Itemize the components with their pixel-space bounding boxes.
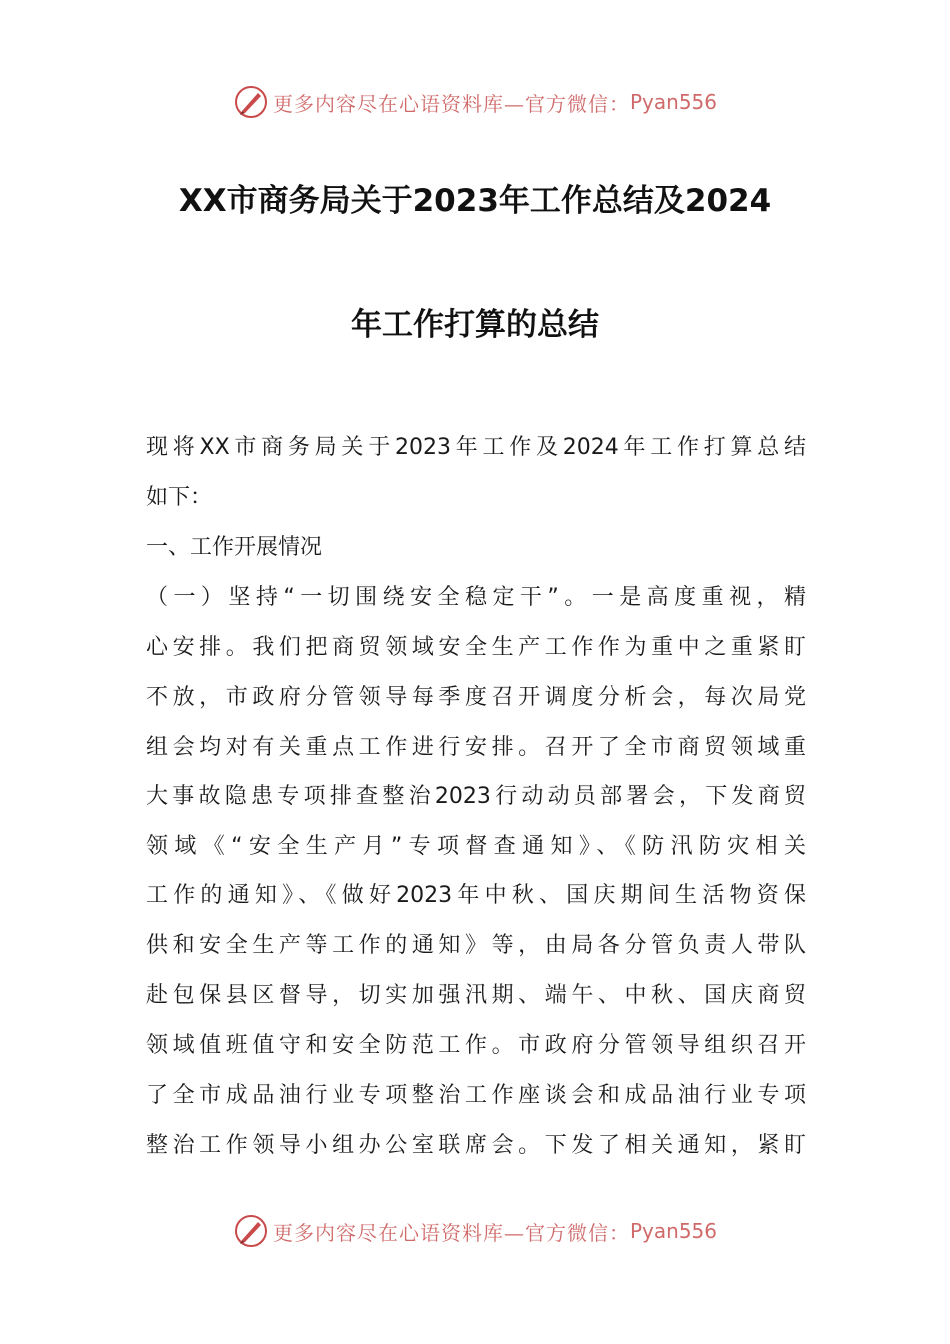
body-line: 领域值班值守和安全防范工作。市政府分管领导组织召开: [146, 1033, 806, 1058]
body-line: （一）坚持“一切围绕安全稳定干”。一是高度重视，精: [146, 585, 806, 610]
watermark-text: 更多内容尽在心语资料库—官方微信：: [272, 91, 630, 116]
body-line: 赴包保县区督导，切实加强汛期、端午、中秋、国庆商贸: [146, 983, 806, 1008]
body-line: 了全市成品油行业专项整治工作座谈会和成品油行业专项: [146, 1083, 806, 1108]
body-line: 不放，市政府分管领导每季度召开调度分析会，每次局党: [146, 685, 806, 710]
body-line: 领域《“安全生产月”专项督查通知》、《防汛防灾相关: [146, 834, 806, 859]
body-line: 现将XX市商务局关于2023年工作及2024年工作打算总结: [146, 435, 806, 460]
pen-logo-icon: [233, 84, 269, 120]
body-line: 如下：: [146, 485, 213, 510]
body-line: 心安排。我们把商贸领域安全生产工作作为重中之重紧盯: [146, 635, 806, 660]
body-line: 工作的通知》、《做好2023年中秋、国庆期间生活物资保: [146, 883, 806, 908]
footer-watermark: [0, 1211, 950, 1251]
body-line: 整治工作领导小组办公室联席会。下发了相关通知，紧盯: [146, 1133, 806, 1158]
section-heading: 一、工作开展情况: [146, 535, 323, 560]
body-line: 组会均对有关重点工作进行安排。召开了全市商贸领域重: [146, 735, 806, 760]
pen-logo-icon: [233, 1213, 269, 1249]
header-watermark: [0, 82, 950, 122]
body-line: 供和安全生产等工作的通知》等，由局各分管负责人带队: [146, 933, 806, 958]
body-line: 大事故隐患专项排查整治2023行动动员部署会，下发商贸: [146, 784, 806, 809]
document-title-line-1: XX市商务局关于2023年工作总结及2024: [178, 183, 772, 219]
watermark-wechat-id: Pyan556: [629, 1219, 717, 1243]
watermark-text: 更多内容尽在心语资料库—官方微信：: [272, 1220, 630, 1245]
watermark-wechat-id: Pyan556: [629, 90, 717, 114]
document-title-line-2: 年工作打算的总结: [351, 307, 599, 343]
